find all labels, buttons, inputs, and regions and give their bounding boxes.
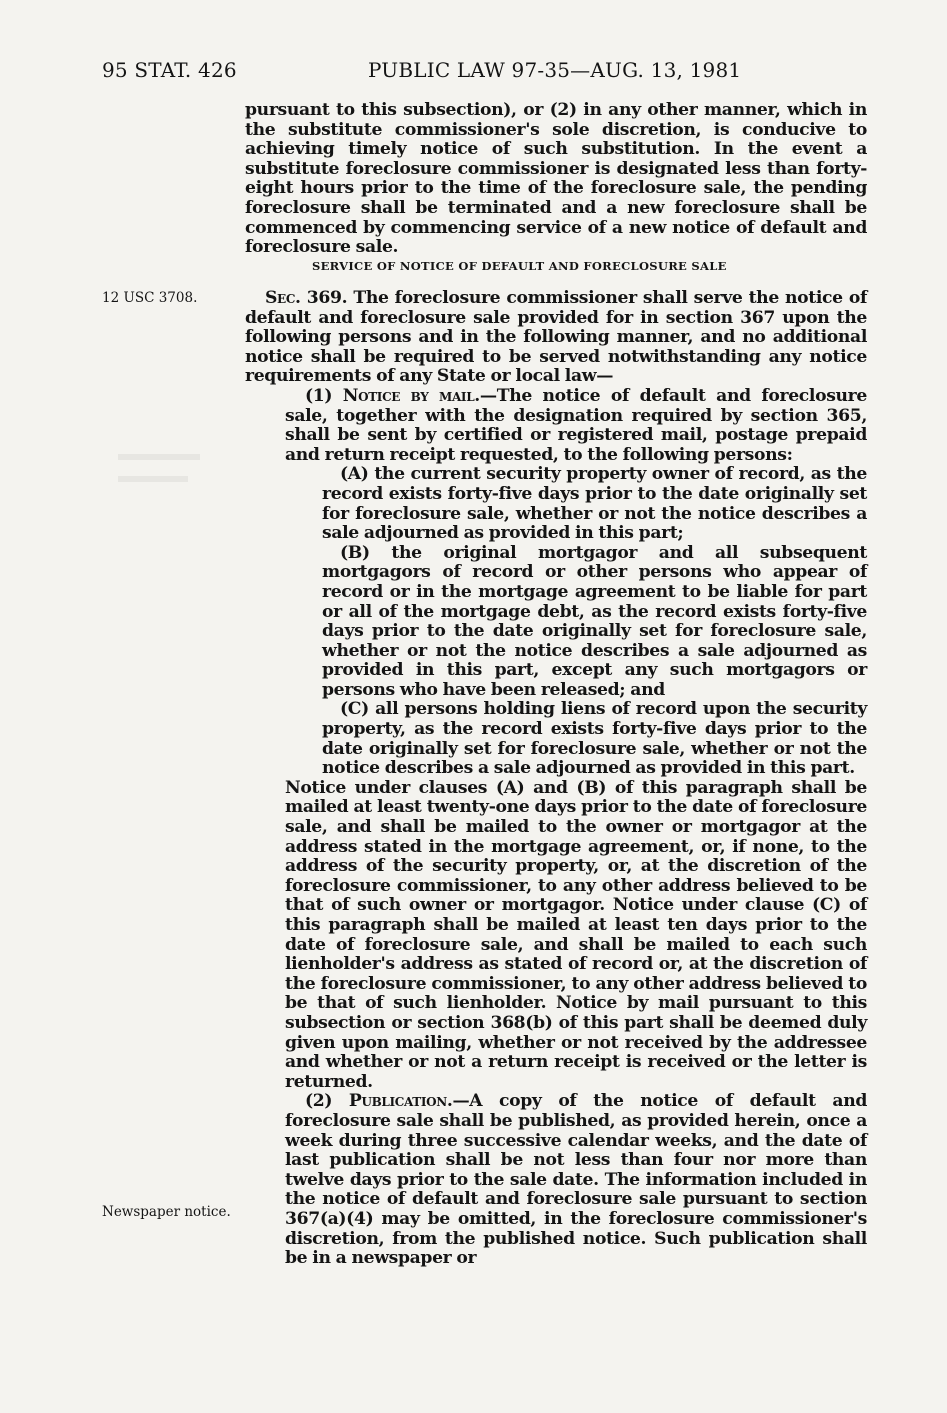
clause-a: (A) the current security property owner of record, as the record exists forty-five days prior to the date originally set for foreclosure sale, whether or not the notice describes a sale adjourned as provided in this part; bbox=[322, 464, 867, 544]
stat-page-number: 95 STAT. 426 bbox=[102, 58, 237, 82]
show-through-shape bbox=[118, 450, 208, 490]
margin-note-usc: 12 USC 3708. bbox=[102, 290, 198, 306]
intro-paragraph-block bbox=[245, 101, 867, 258]
para-2-text: —A copy of the notice of default and foreclosure sale shall be published, as provided herein, once a week during three successive calendar weeks, and the date of last publication shall be not less than four nor more than twelve days prior to the sale date. The information included in the notice of default and foreclosure sale pursuant to section 367(a)(4) may be omitted, in the foreclosure commissioner's discretion, from the published notice. Such publication shall be in a newspaper or bbox=[285, 1091, 868, 1269]
margin-note-newspaper: Newspaper notice. bbox=[102, 1204, 231, 1220]
intro-paragraph: pursuant to this subsection), or (2) in any other manner, which in the substitute commissioner's sole discretion, is conducive to achieving timely notice of such substitution. In the event a substitute foreclosure commissioner is designated less than forty-eight hours prior to the time of the foreclosure sale, the pending foreclosure shall be terminated and a new foreclosure shall be commenced by commencing service of a new notice of default and foreclosure sale. bbox=[245, 100, 867, 258]
notice-paragraph: Notice under clauses (A) and (B) of this paragraph shall be mailed at least twenty-one days prior to the date of foreclosure sale, and shall be mailed to the owner or mortgagor at the address stated in the mortgage agreement, or, if none, to the address of the security property, or, at the discretion of the foreclosure commissioner, to any other address believed to be that of such owner or mortgagor. Notice under clause (C) of this paragraph shall be mailed at least ten days prior to the date of foreclosure sale, and shall be mailed to each such lienholder's address as stated of record or, at the discretion of the foreclosure commissioner, to any other address believed to be that of such lienholder. Notice by mail pursuant to this subsection or section 368(b) of this part shall be deemed duly given upon mailing, whether or not received by the addressee and whether or not a return receipt is received or the letter is returned. bbox=[285, 777, 867, 1092]
para-1-lead: (1) Notice by mail. bbox=[305, 385, 480, 406]
section-369-block bbox=[245, 289, 867, 1269]
clause-c: (C) all persons holding liens of record upon the security property, as the record exists forty-five days prior to the date originally set for foreclosure sale, whether or not the notice describes a sale adjourned as provided in this part. bbox=[322, 699, 867, 779]
clause-b: (B) the original mortgagor and all subsequent mortgagors of record or other persons who appear of record or in the mortgage agreement to be liable for part or all of the mortgage debt, as the record exists forty-five days prior to the date originally set for foreclosure sale, whether or not the notice describes a sale adjourned as provided in this part, except any such mortgagors or persons who have been released; and bbox=[322, 542, 867, 700]
page-title: PUBLIC LAW 97-35—AUG. 13, 1981 bbox=[368, 58, 742, 82]
para-1 bbox=[285, 387, 867, 465]
sec-369-text: The foreclosure commissioner shall serve the notice of default and foreclosure sale provided for in section 367 upon the following persons and in the following manner, and no additional notice shall be required to be served notwithstanding any notice requirements of any State or local law— bbox=[245, 288, 867, 387]
show-through-artifact bbox=[118, 450, 208, 494]
para-2 bbox=[285, 1092, 867, 1268]
section-heading: SERVICE OF NOTICE OF DEFAULT AND FORECLOSURE SALE bbox=[312, 259, 727, 273]
sec-369-lead: Sec. 369. bbox=[265, 288, 348, 308]
sec-369-paragraph bbox=[245, 289, 867, 387]
para-2-lead: (2) Publication. bbox=[305, 1091, 453, 1112]
para-1-text: —The notice of default and foreclosure sale, together with the designation required by section 365, shall be sent by certified or registered mail, postage prepaid and return receipt requested, to the following persons: bbox=[285, 385, 867, 465]
